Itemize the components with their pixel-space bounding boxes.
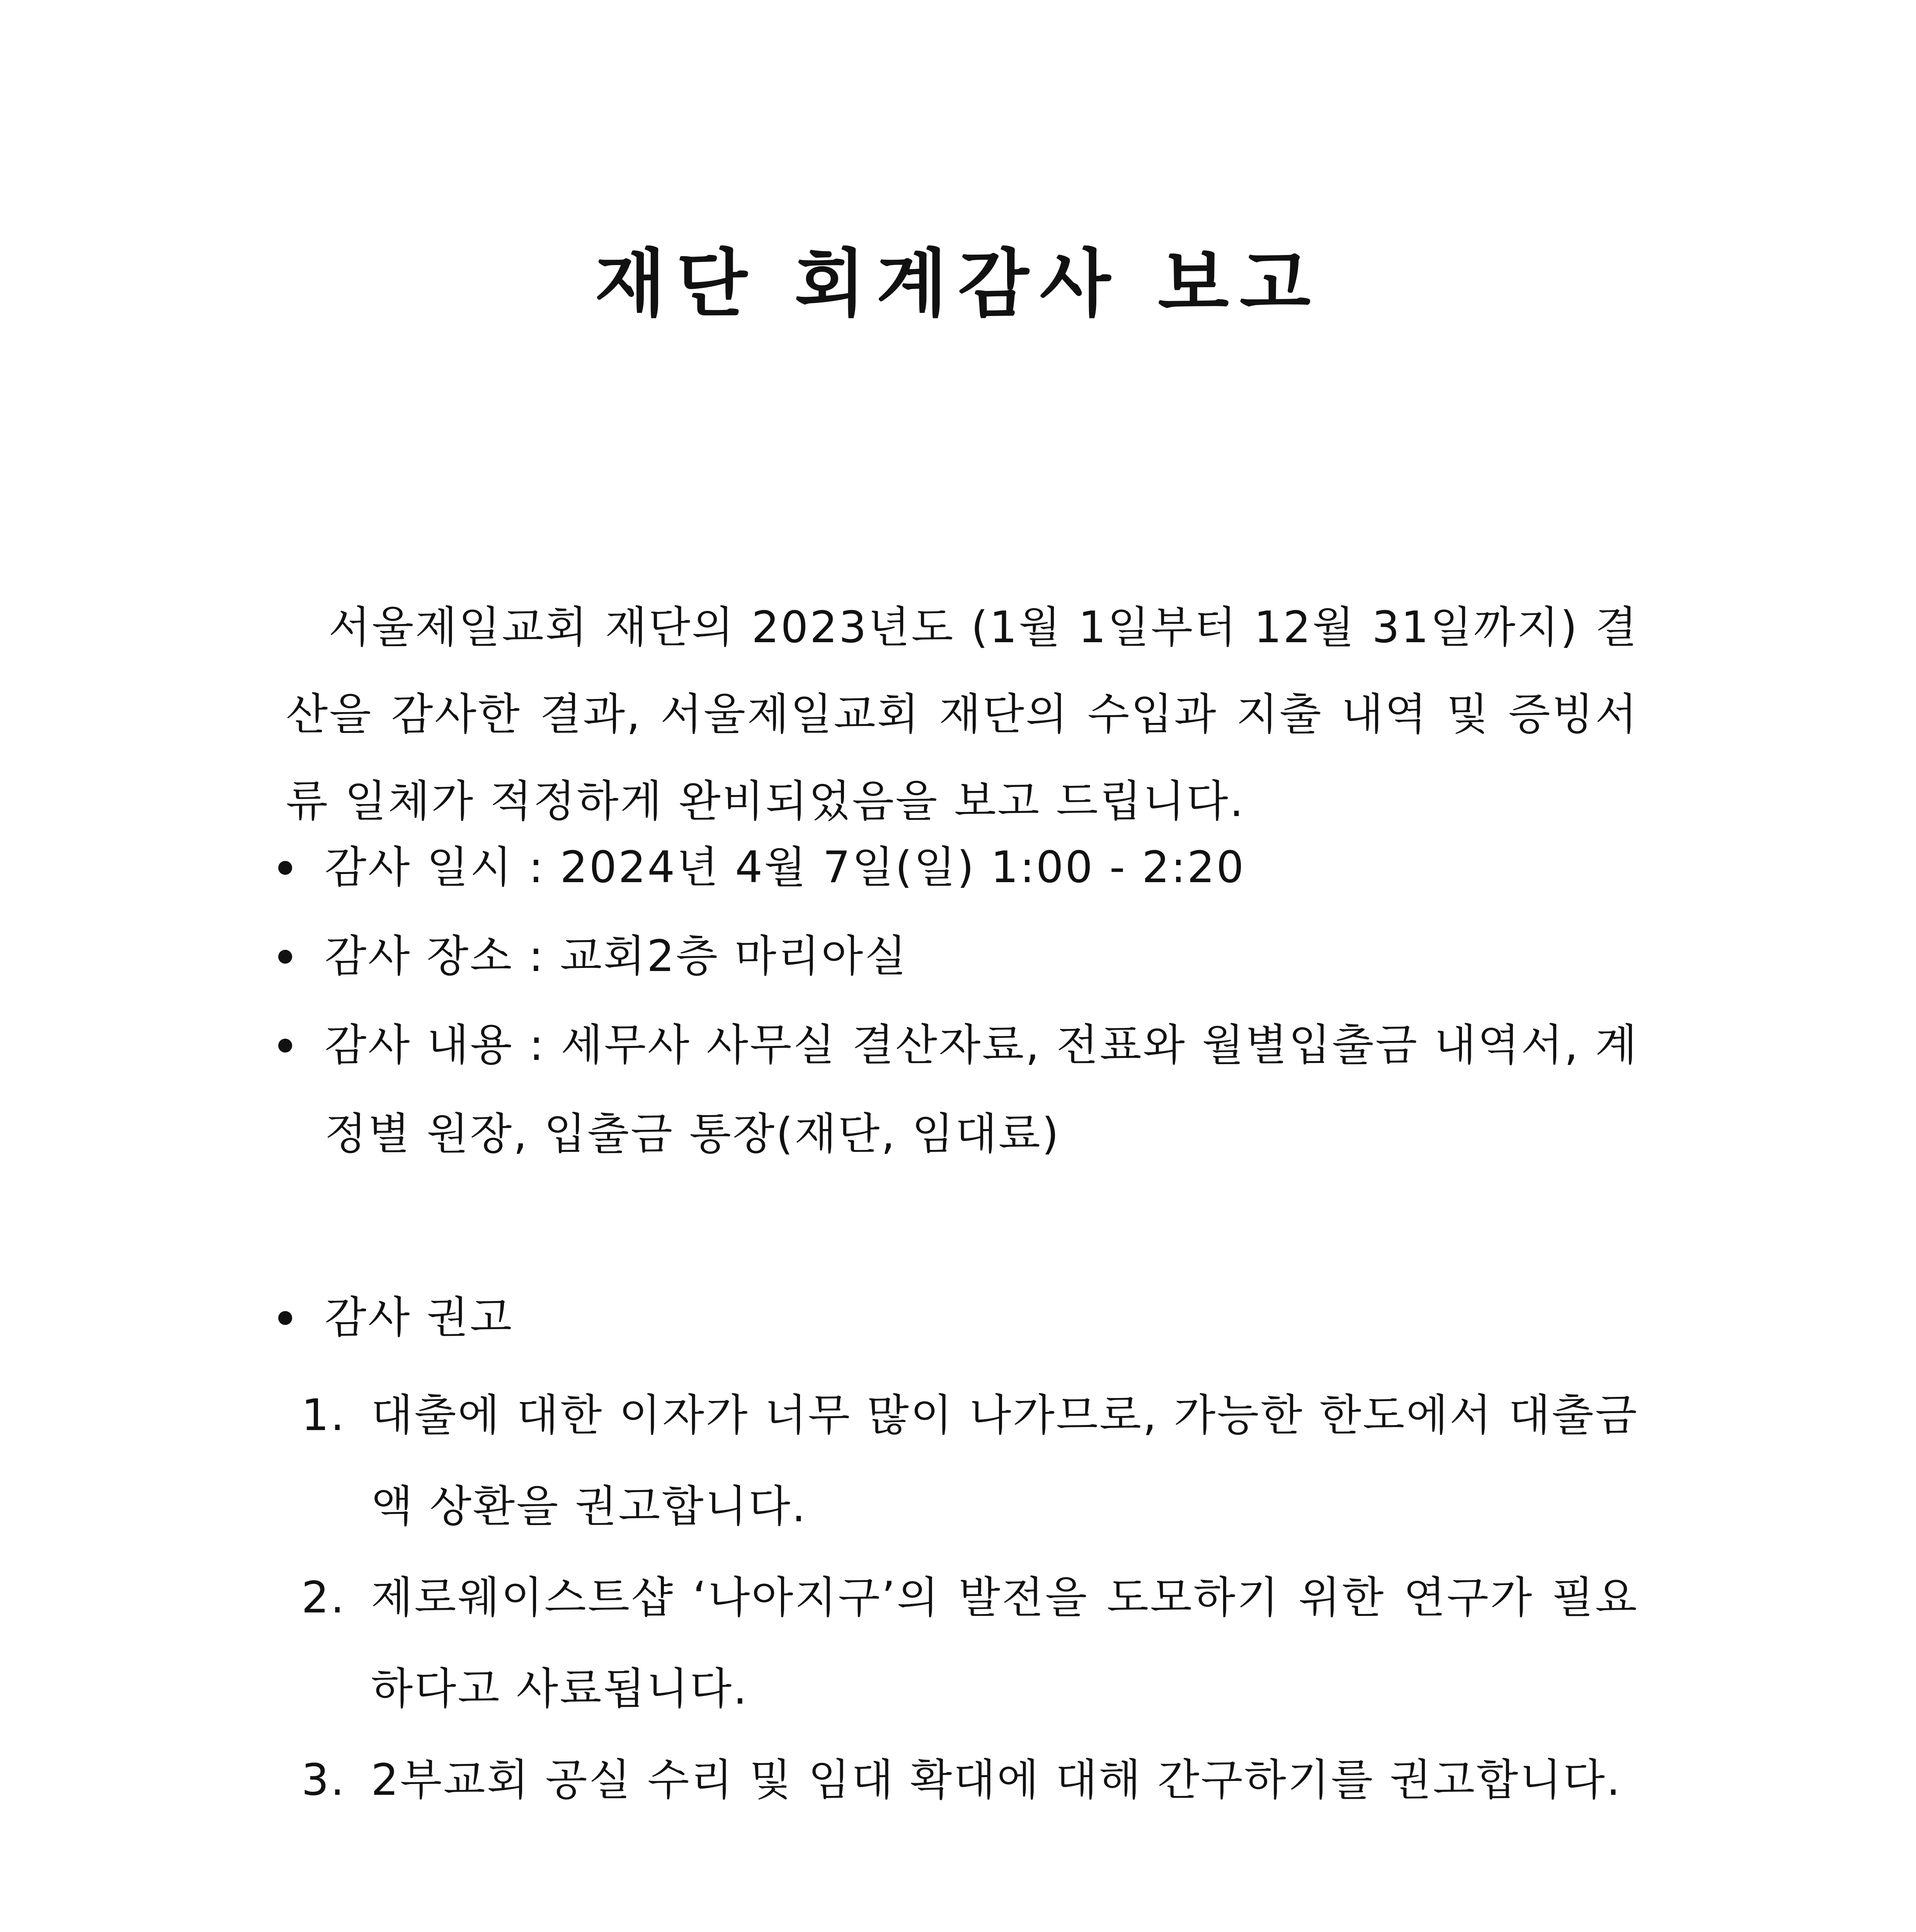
recommendation-text: 제로웨이스트샵 ‘나아지구’의 발전을 도모하기 위한 연구가 필요하다고 사료됩니다. <box>371 1573 1639 1714</box>
audit-info-text: 감사 내용 : 세무사 사무실 결산자료, 전표와 월별입출금 내역서, 계정별 원장, 입출금 통장(재단, 임대료) <box>325 1020 1639 1159</box>
bullet-icon <box>278 950 292 964</box>
recommendations-heading-text: 감사 권고 <box>325 1293 514 1343</box>
bullet-icon <box>278 861 292 875</box>
recommendation-item <box>278 1735 1639 1826</box>
audit-info-list <box>278 823 1639 1179</box>
recommendation-text: 2부교회 공실 수리 및 임대 확대에 대해 간구하기를 권고합니다. <box>371 1755 1622 1805</box>
recommendations-heading <box>278 1273 1639 1362</box>
recommendations-list <box>278 1370 1639 1826</box>
audit-info-text: 감사 장소 : 교회2층 마리아실 <box>325 931 908 981</box>
intro-paragraph: 서울제일교회 재단의 2023년도 (1월 1일부터 12월 31일까지) 결산을 감사한 결과, 서울제일교회 재단의 수입과 지출 내역 및 증빙서류 일체가 적정하게 완비되었음을 보고 드립니다. <box>286 602 1639 827</box>
document-title: 재단 회계감사 보고 <box>594 241 1322 327</box>
audit-info-text: 감사 일시 : 2024년 4월 7일(일) 1:00 - 2:20 <box>325 842 1246 893</box>
audit-info-item-content <box>278 1001 1639 1179</box>
recommendation-number: 1. <box>301 1390 346 1440</box>
recommendation-number: 3. <box>301 1755 346 1805</box>
audit-info-item-date <box>278 823 1639 912</box>
recommendation-item <box>278 1370 1639 1552</box>
audit-info-item-place <box>278 912 1639 1001</box>
bullet-icon <box>278 1039 292 1053</box>
recommendations-section <box>278 1273 1639 1826</box>
recommendation-number: 2. <box>301 1573 346 1623</box>
recommendation-item <box>278 1552 1639 1735</box>
recommendation-text: 대출에 대한 이자가 너무 많이 나가므로, 가능한 한도에서 대출금액 상환을 권고합니다. <box>371 1390 1639 1532</box>
bullet-icon <box>278 1311 292 1325</box>
